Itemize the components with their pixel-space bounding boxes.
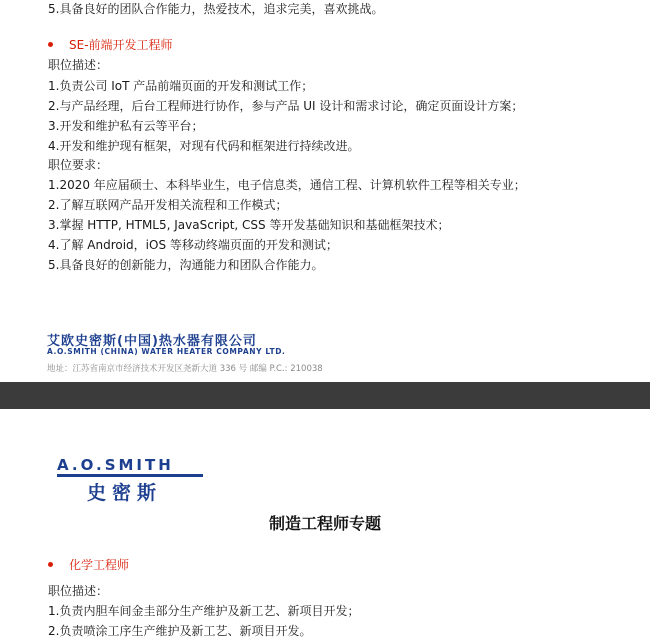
list-item: 2.了解互联网产品开发相关流程和工作模式； — [48, 198, 288, 212]
logo-divider — [57, 474, 203, 477]
company-address: 地址：江苏省南京市经济技术开发区尧新大道 336 号 邮编 P.C.: 210038 — [47, 364, 323, 374]
bullet-icon — [48, 562, 53, 567]
section-title — [48, 38, 173, 52]
list-item: 1.负责公司 IoT 产品前端页面的开发和测试工作； — [48, 79, 314, 93]
list-item: 5.具备良好的创新能力，沟通能力和团队合作能力。 — [48, 258, 324, 272]
list-item: 4.开发和维护现有框架，对现有代码和框架进行持续改进。 — [48, 139, 360, 153]
bullet-icon — [48, 42, 53, 47]
section-title-text: SE-前端开发工程师 — [69, 38, 173, 52]
list-item: 1.负责内胆车间金圭部分生产维护及新工艺、新项目开发； — [48, 604, 360, 618]
list-item: 3.掌握 HTTP, HTML5, JavaScript, CSS 等开发基础知识和基础框架技术； — [48, 218, 450, 232]
desc-label: 职位描述： — [48, 58, 109, 72]
list-item: 2.与产品经理，后台工程师进行协作，参与产品 UI 设计和需求讨论，确定页面设计方案； — [48, 99, 524, 113]
document-page-2 — [0, 409, 650, 639]
logo-text-en: A.O.SMITH — [57, 456, 174, 474]
section-title-text: 化学工程师 — [69, 558, 130, 572]
list-item: 4.了解 Android，iOS 等移动终端页面的开发和测试； — [48, 238, 338, 252]
company-name-cn: 艾欧史密斯(中国)热水器有限公司 — [47, 334, 257, 349]
logo-text-cn: 史密斯 — [87, 482, 163, 504]
req-label: 职位要求： — [48, 158, 109, 172]
desc-label: 职位描述： — [48, 584, 109, 598]
text-line: 5.具备良好的团队合作能力，热爱技术，追求完美，喜欢挑战。 — [48, 2, 384, 16]
aosmith-logo — [57, 456, 203, 502]
list-item: 1.2020 年应届硕士、本科毕业生，电子信息类，通信工程、计算机软件工程等相关专业； — [48, 178, 526, 192]
company-name-en: A.O.SMITH (CHINA) WATER HEATER COMPANY LTD. — [47, 347, 286, 356]
list-item: 3.开发和维护私有云等平台； — [48, 119, 204, 133]
section-title — [48, 558, 129, 572]
page-title: 制造工程师专题 — [268, 514, 381, 533]
list-item: 2.负责喷涂工序生产维护及新工艺、新项目开发。 — [48, 624, 312, 638]
